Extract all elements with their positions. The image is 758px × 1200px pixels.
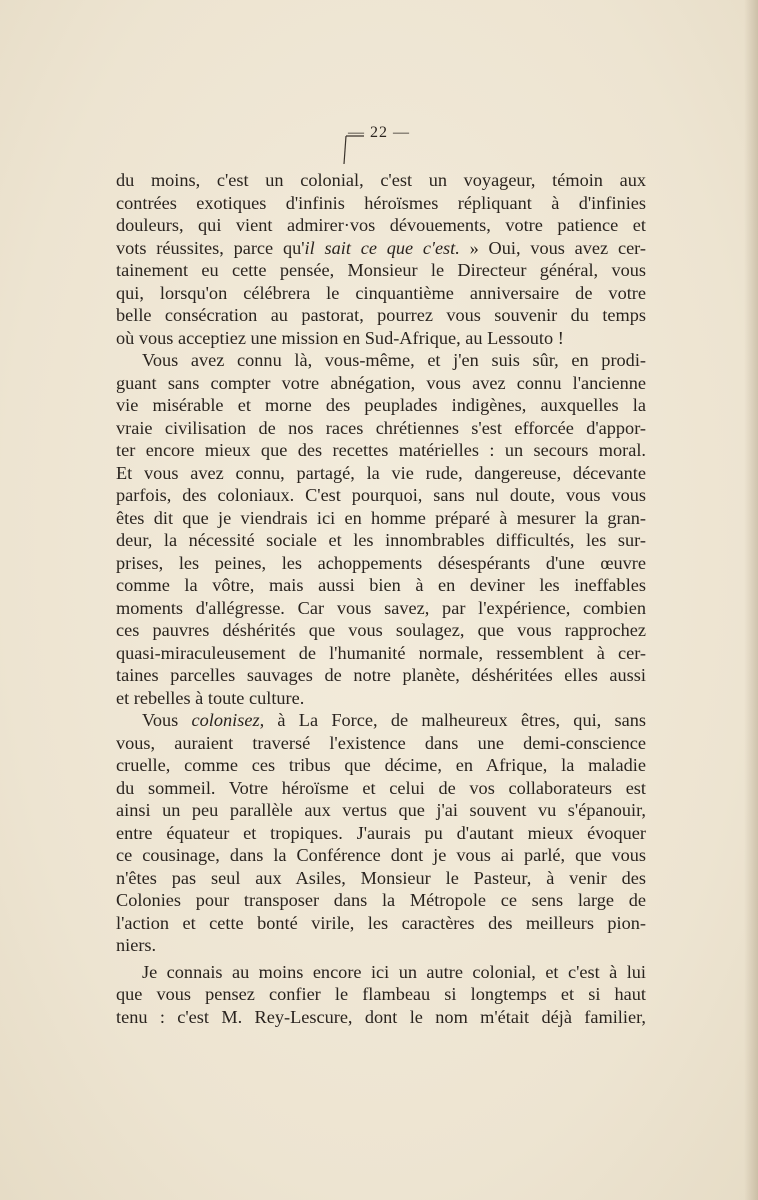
text-line: taines parcelles sauvages de notre planète, déshéritées elles aussi	[116, 665, 646, 685]
text-line: cruelle, comme ces tribus que décime, en Afrique, la maladie	[116, 755, 646, 775]
text-line: niers.	[116, 935, 157, 955]
text-line: ces pauvres déshérités que vous soulagez, que vous rapprochez	[116, 620, 646, 640]
text-line-with-italic: vots réussites, parce qu'il sait ce que c'est. » Oui, vous avez cer-	[116, 237, 646, 258]
text-line: n'êtes pas seul aux Asiles, Monsieur le Pasteur, à venir des	[116, 867, 646, 888]
body-text	[116, 169, 646, 1028]
text-line: quasi-miraculeusement de l'humanité normale, ressemblent à cer-	[116, 642, 646, 663]
text-line: ce cousinage, dans la Conférence dont je vous ai parlé, que vous	[116, 845, 646, 865]
page-edge-shadow	[744, 0, 758, 1200]
text-line: ter encore mieux que des recettes matérielles : un secours moral.	[116, 440, 646, 460]
page-number: — 22 —	[348, 124, 410, 141]
text-line: comme la vôtre, mais aussi bien à en deviner les ineffables	[116, 575, 646, 595]
text-line: guant sans compter votre abnégation, vous avez connu l'ancienne	[116, 372, 646, 393]
text-line: du moins, c'est un colonial, c'est un voyageur, témoin aux	[116, 170, 646, 190]
text-line: prises, les peines, les achoppements désespérants d'une œuvre	[116, 552, 646, 573]
italic-quote: il sait ce que c'est.	[304, 237, 460, 258]
text-line: deur, la nécessité sociale et les innombrables difficultés, les sur-	[116, 530, 646, 550]
text-line: belle consécration au pastorat, pourrez vous souvenir du temps	[116, 305, 646, 325]
text-line: que vous pensez confier le flambeau si longtemps et si haut	[116, 984, 646, 1004]
text-line: êtes dit que je viendrais ici en homme préparé à mesurer la gran-	[116, 507, 646, 528]
text-line: douleurs, qui vient admirer·vos dévouements, votre patience et	[116, 215, 646, 235]
text-line: contrées exotiques d'infinis héroïsmes répliquant à d'infinies	[116, 192, 646, 213]
text-line: parfois, des coloniaux. C'est pourquoi, sans nul doute, vous vous	[116, 485, 646, 505]
text-line: ainsi un peu parallèle aux vertus que j'ai souvent vu s'épanouir,	[116, 800, 646, 820]
text-line: moments d'allégresse. Car vous savez, par l'expérience, combien	[116, 597, 646, 618]
text-line: l'action et cette bonté virile, les caractères des meilleurs pion-	[116, 912, 646, 933]
text-line: Je connais au moins encore ici un autre colonial, et c'est à lui	[142, 961, 646, 982]
text-line: vie misérable et morne des peuplades indigènes, auxquelles la	[116, 395, 646, 415]
italic-colonisez: colonisez,	[191, 710, 265, 730]
text-line: vraie civilisation de nos races chrétiennes s'est efforcée d'appor-	[116, 417, 646, 438]
text-line: tenu : c'est M. Rey-Lescure, dont le nom m'était déjà familier,	[116, 1006, 646, 1027]
text-line: tainement eu cette pensée, Monsieur le Directeur général, vous	[116, 260, 646, 280]
text-line-with-italic: Vous colonisez, à La Force, de malheureux êtres, qui, sans	[142, 710, 646, 730]
text-line: entre équateur et tropiques. J'aurais pu d'autant mieux évoquer	[116, 822, 646, 843]
text-line: Colonies pour transposer dans la Métropole ce sens large de	[116, 890, 646, 910]
text-line: où vous acceptiez une mission en Sud-Afrique, au Lessouto !	[116, 327, 564, 348]
text-line: et rebelles à toute culture.	[116, 687, 305, 708]
text-line: vous, auraient traversé l'existence dans une demi-conscience	[116, 732, 646, 753]
text-line: Vous avez connu là, vous-même, et j'en suis sûr, en prodi-	[142, 350, 646, 370]
text-line: du sommeil. Votre héroïsme et celui de vos collaborateurs est	[116, 777, 646, 798]
text-line: Et vous avez connu, partagé, la vie rude, dangereuse, décevante	[116, 462, 646, 483]
text-line: qui, lorsqu'on célébrera le cinquantième anniversaire de votre	[116, 282, 646, 303]
